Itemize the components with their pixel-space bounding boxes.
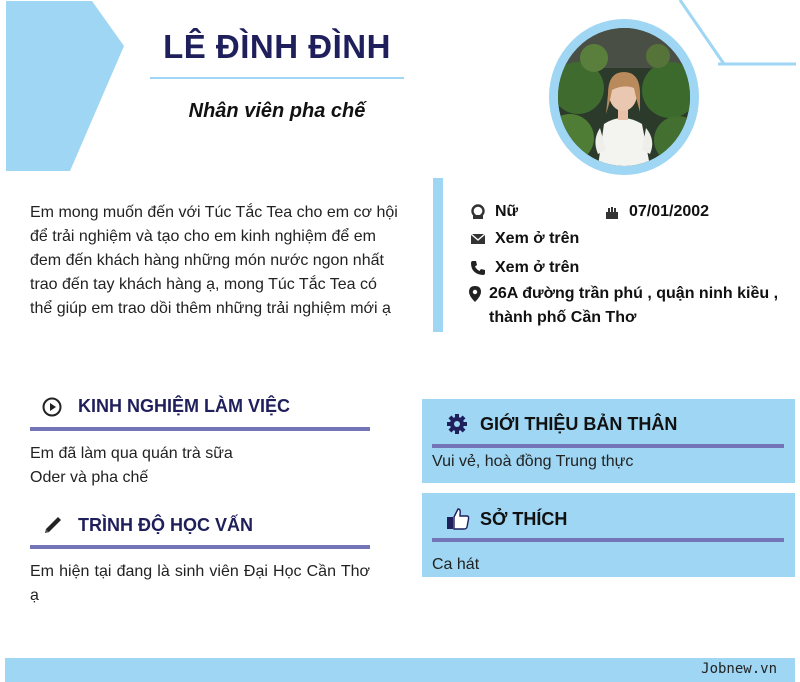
candidate-name: LÊ ĐÌNH ĐÌNH <box>163 28 391 65</box>
experience-line-2: Oder và pha chế <box>30 469 149 486</box>
about-header <box>446 413 677 435</box>
education-text: Em hiện tại đang là sinh viên Đại Học Cần Thơ ạ <box>30 563 370 604</box>
gender-row <box>469 200 518 224</box>
phone-text: Xem ở trên <box>495 259 580 276</box>
hobbies-text: Ca hát <box>432 556 480 573</box>
phone-icon <box>469 259 487 277</box>
about-title: GIỚI THIỆU BẢN THÂN <box>480 413 678 434</box>
footer-brand[interactable]: Jobnew.vn <box>701 661 777 677</box>
email-text: Xem ở trên <box>495 230 580 247</box>
address-row <box>469 282 779 330</box>
footer-bar <box>5 658 795 682</box>
thumbs-up-icon <box>446 507 470 531</box>
experience-header <box>42 396 290 417</box>
email-row <box>469 227 579 251</box>
experience-rule <box>30 427 370 431</box>
avatar <box>558 28 690 166</box>
decorative-hexagon <box>6 1 124 171</box>
education-title: TRÌNH ĐỘ HỌC VẤN <box>78 514 253 535</box>
gear-icon <box>446 413 468 435</box>
experience-title: KINH NGHIỆM LÀM VIỆC <box>78 396 291 416</box>
cake-icon <box>603 203 621 221</box>
pencil-icon <box>42 514 64 536</box>
address-text: 26A đường trần phú , quận ninh kiều , thành phố Cần Thơ <box>489 285 779 326</box>
experience-line-1: Em đã làm qua quán trà sữa <box>30 445 233 462</box>
person-icon <box>469 203 487 221</box>
map-pin-icon <box>469 285 481 303</box>
name-underline <box>150 77 404 79</box>
job-title: Nhân viên pha chế <box>188 100 366 122</box>
gender-text: Nữ <box>495 203 519 220</box>
education-rule <box>30 545 370 549</box>
envelope-icon <box>469 230 487 248</box>
about-text: Vui vẻ, hoà đồng Trung thực <box>432 453 634 470</box>
education-header <box>42 514 253 536</box>
decorative-corner-lines <box>672 0 800 70</box>
hobbies-header <box>446 507 567 531</box>
about-rule <box>432 444 784 448</box>
hobbies-rule <box>432 538 784 542</box>
birthday-text: 07/01/2002 <box>629 203 710 220</box>
phone-row <box>469 256 579 280</box>
birthday-row <box>603 200 709 224</box>
contact-accent-bar <box>433 178 443 332</box>
career-objective: Em mong muốn đến với Túc Tắc Tea cho em cơ hội để trải nghiệm và tạo cho em kinh nghiệm để em đem đến khách hàng những món nước ngon nhất trao đến tay khách hàng ạ, mong Túc Tắc Tea có thể giúp em trao dồi thêm những trải nghiệm mới ạ <box>30 204 398 317</box>
hobbies-title: SỞ THÍCH <box>480 508 568 529</box>
play-circle-icon <box>42 397 62 417</box>
